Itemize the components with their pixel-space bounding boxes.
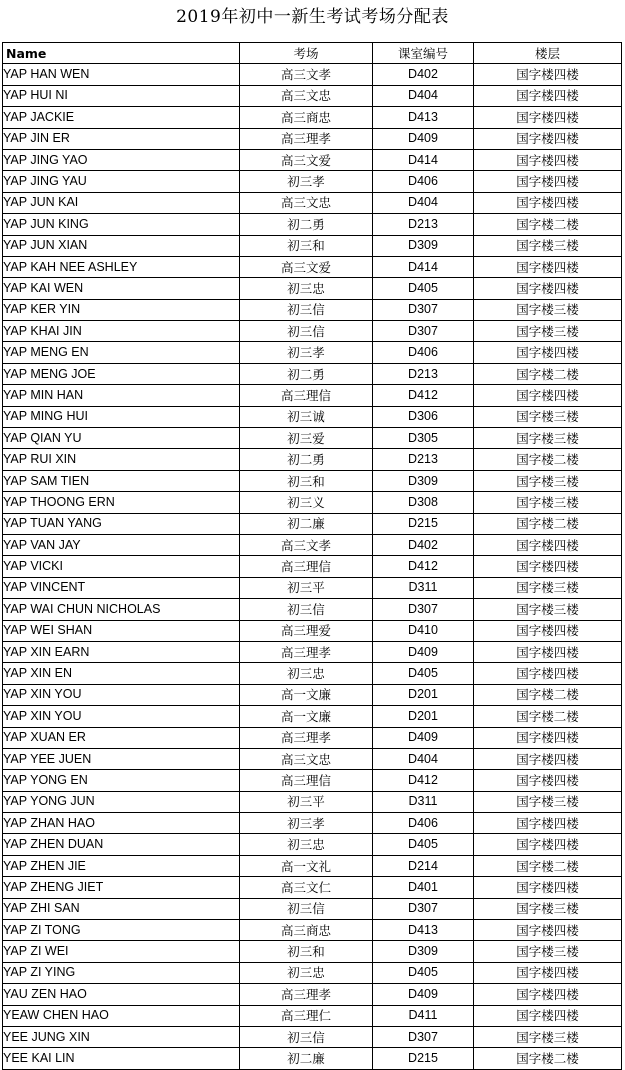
cell-room: D412	[373, 556, 474, 577]
cell-name: YAU ZEN HAO	[3, 984, 240, 1005]
cell-room: D214	[373, 855, 474, 876]
cell-venue: 初三忠	[240, 278, 373, 299]
cell-name: YAP QIAN YU	[3, 428, 240, 449]
cell-room: D308	[373, 492, 474, 513]
cell-name: YAP XIN EARN	[3, 641, 240, 662]
cell-floor: 国字楼二楼	[474, 706, 622, 727]
table-row	[3, 684, 622, 705]
cell-floor: 国字楼四楼	[474, 877, 622, 898]
cell-floor: 国字楼四楼	[474, 256, 622, 277]
cell-name: YAP ZHEN DUAN	[3, 834, 240, 855]
table-row	[3, 556, 622, 577]
cell-venue: 高三文仁	[240, 877, 373, 898]
table-row	[3, 513, 622, 534]
cell-floor: 国字楼四楼	[474, 920, 622, 941]
cell-name: YAP YONG EN	[3, 770, 240, 791]
cell-name: YAP VINCENT	[3, 577, 240, 598]
cell-room: D307	[373, 321, 474, 342]
cell-floor: 国字楼四楼	[474, 556, 622, 577]
cell-room: D306	[373, 406, 474, 427]
cell-name: YEE JUNG XIN	[3, 1026, 240, 1047]
table-row	[3, 385, 622, 406]
page-title: 2019年初中一新生考试考场分配表	[176, 7, 449, 27]
table-row	[3, 1048, 622, 1069]
cell-venue: 初三义	[240, 492, 373, 513]
cell-name: YAP ZHI SAN	[3, 898, 240, 919]
table-row	[3, 620, 622, 641]
cell-floor: 国字楼四楼	[474, 171, 622, 192]
cell-venue: 初三忠	[240, 834, 373, 855]
cell-venue: 初三和	[240, 470, 373, 491]
table-row	[3, 449, 622, 470]
cell-floor: 国字楼三楼	[474, 470, 622, 491]
cell-floor: 国字楼三楼	[474, 428, 622, 449]
table-row	[3, 791, 622, 812]
cell-venue: 高三理信	[240, 770, 373, 791]
cell-floor: 国字楼三楼	[474, 299, 622, 320]
cell-floor: 国字楼四楼	[474, 64, 622, 85]
cell-name: YAP HAN WEN	[3, 64, 240, 85]
cell-floor: 国字楼三楼	[474, 577, 622, 598]
cell-floor: 国字楼四楼	[474, 834, 622, 855]
cell-room: D413	[373, 920, 474, 941]
cell-name: YAP TUAN YANG	[3, 513, 240, 534]
cell-floor: 国字楼三楼	[474, 321, 622, 342]
cell-name: YAP HUI NI	[3, 85, 240, 106]
table-row	[3, 663, 622, 684]
cell-room: D412	[373, 770, 474, 791]
cell-floor: 国字楼四楼	[474, 192, 622, 213]
cell-floor: 国字楼四楼	[474, 748, 622, 769]
cell-venue: 初三信	[240, 321, 373, 342]
cell-venue: 初三爱	[240, 428, 373, 449]
cell-floor: 国字楼二楼	[474, 1048, 622, 1069]
table-row	[3, 748, 622, 769]
exam-allocation-table	[2, 42, 622, 1070]
cell-room: D307	[373, 898, 474, 919]
cell-room: D307	[373, 1026, 474, 1047]
cell-room: D401	[373, 877, 474, 898]
cell-venue: 初三和	[240, 235, 373, 256]
cell-venue: 初二廉	[240, 1048, 373, 1069]
cell-venue: 初三忠	[240, 663, 373, 684]
cell-room: D410	[373, 620, 474, 641]
cell-room: D409	[373, 984, 474, 1005]
table-row	[3, 470, 622, 491]
cell-venue: 初三信	[240, 1026, 373, 1047]
cell-name: YAP WEI SHAN	[3, 620, 240, 641]
cell-room: D404	[373, 85, 474, 106]
cell-floor: 国字楼四楼	[474, 727, 622, 748]
cell-floor: 国字楼四楼	[474, 128, 622, 149]
table-row	[3, 1026, 622, 1047]
header-venue: 考场	[240, 43, 373, 64]
cell-room: D215	[373, 1048, 474, 1069]
cell-venue: 高一文礼	[240, 855, 373, 876]
cell-venue: 初三信	[240, 898, 373, 919]
cell-room: D213	[373, 214, 474, 235]
cell-floor: 国字楼三楼	[474, 791, 622, 812]
cell-floor: 国字楼四楼	[474, 385, 622, 406]
cell-room: D309	[373, 235, 474, 256]
cell-name: YAP JIN ER	[3, 128, 240, 149]
cell-name: YAP XIN YOU	[3, 684, 240, 705]
table-row	[3, 920, 622, 941]
cell-name: YAP ZHEN JIE	[3, 855, 240, 876]
cell-room: D406	[373, 342, 474, 363]
cell-room: D311	[373, 577, 474, 598]
cell-floor: 国字楼四楼	[474, 770, 622, 791]
cell-name: YAP MENG EN	[3, 342, 240, 363]
cell-venue: 高三文爱	[240, 149, 373, 170]
table-row	[3, 534, 622, 555]
cell-room: D405	[373, 278, 474, 299]
cell-venue: 高三理信	[240, 385, 373, 406]
cell-venue: 高三文孝	[240, 64, 373, 85]
cell-room: D311	[373, 791, 474, 812]
cell-room: D406	[373, 171, 474, 192]
cell-name: YAP JING YAO	[3, 149, 240, 170]
cell-name: YAP JACKIE	[3, 107, 240, 128]
cell-name: YEAW CHEN HAO	[3, 1005, 240, 1026]
cell-name: YAP SAM TIEN	[3, 470, 240, 491]
cell-name: YAP KER YIN	[3, 299, 240, 320]
cell-room: D414	[373, 256, 474, 277]
table-row	[3, 428, 622, 449]
cell-venue: 初三平	[240, 791, 373, 812]
cell-venue: 高三文孝	[240, 534, 373, 555]
cell-name: YAP VAN JAY	[3, 534, 240, 555]
cell-floor: 国字楼四楼	[474, 663, 622, 684]
cell-venue: 高三文忠	[240, 748, 373, 769]
cell-venue: 初三信	[240, 599, 373, 620]
table-row	[3, 64, 622, 85]
table-row	[3, 321, 622, 342]
cell-venue: 高一文廉	[240, 684, 373, 705]
cell-name: YAP ZI YING	[3, 962, 240, 983]
cell-floor: 国字楼三楼	[474, 235, 622, 256]
cell-venue: 初三诚	[240, 406, 373, 427]
table-row	[3, 214, 622, 235]
table-row	[3, 363, 622, 384]
cell-venue: 高三文爱	[240, 256, 373, 277]
table-row	[3, 171, 622, 192]
cell-venue: 高三文忠	[240, 192, 373, 213]
table-row	[3, 492, 622, 513]
header-room: 课室编号	[373, 43, 474, 64]
cell-name: YAP ZHENG JIET	[3, 877, 240, 898]
cell-room: D414	[373, 149, 474, 170]
cell-name: YAP JUN KING	[3, 214, 240, 235]
cell-name: YAP YONG JUN	[3, 791, 240, 812]
table-row	[3, 855, 622, 876]
cell-floor: 国字楼四楼	[474, 149, 622, 170]
cell-room: D309	[373, 941, 474, 962]
header-floor: 楼层	[474, 43, 622, 64]
table-row	[3, 898, 622, 919]
cell-floor: 国字楼二楼	[474, 855, 622, 876]
table-row	[3, 641, 622, 662]
header-name: Name	[3, 43, 240, 64]
cell-room: D411	[373, 1005, 474, 1026]
cell-floor: 国字楼二楼	[474, 684, 622, 705]
cell-room: D409	[373, 727, 474, 748]
cell-venue: 高三理爱	[240, 620, 373, 641]
table-row	[3, 941, 622, 962]
cell-room: D213	[373, 449, 474, 470]
cell-name: YAP ZI WEI	[3, 941, 240, 962]
cell-venue: 初二勇	[240, 449, 373, 470]
cell-room: D409	[373, 128, 474, 149]
cell-room: D402	[373, 64, 474, 85]
cell-name: YAP KAH NEE ASHLEY	[3, 256, 240, 277]
table-row	[3, 85, 622, 106]
cell-floor: 国字楼三楼	[474, 492, 622, 513]
cell-venue: 高三商忠	[240, 920, 373, 941]
cell-room: D215	[373, 513, 474, 534]
table-row	[3, 192, 622, 213]
cell-name: YAP ZI TONG	[3, 920, 240, 941]
cell-floor: 国字楼三楼	[474, 1026, 622, 1047]
cell-room: D309	[373, 470, 474, 491]
cell-room: D402	[373, 534, 474, 555]
cell-name: YEE KAI LIN	[3, 1048, 240, 1069]
cell-floor: 国字楼四楼	[474, 342, 622, 363]
table-row	[3, 984, 622, 1005]
table-row	[3, 834, 622, 855]
cell-floor: 国字楼四楼	[474, 85, 622, 106]
cell-venue: 初三信	[240, 299, 373, 320]
cell-venue: 初三孝	[240, 813, 373, 834]
cell-name: YAP ZHAN HAO	[3, 813, 240, 834]
cell-room: D405	[373, 663, 474, 684]
table-row	[3, 107, 622, 128]
cell-name: YAP RUI XIN	[3, 449, 240, 470]
cell-name: YAP MENG JOE	[3, 363, 240, 384]
cell-room: D307	[373, 599, 474, 620]
cell-venue: 高三文忠	[240, 85, 373, 106]
table-row	[3, 299, 622, 320]
table-row	[3, 128, 622, 149]
cell-room: D201	[373, 706, 474, 727]
cell-venue: 初三孝	[240, 342, 373, 363]
cell-venue: 高三理孝	[240, 128, 373, 149]
table-row	[3, 877, 622, 898]
cell-venue: 高三理仁	[240, 1005, 373, 1026]
cell-venue: 初二勇	[240, 363, 373, 384]
cell-venue: 初三孝	[240, 171, 373, 192]
cell-name: YAP KHAI JIN	[3, 321, 240, 342]
cell-room: D405	[373, 834, 474, 855]
cell-room: D412	[373, 385, 474, 406]
cell-name: YAP YEE JUEN	[3, 748, 240, 769]
cell-floor: 国字楼四楼	[474, 641, 622, 662]
cell-floor: 国字楼二楼	[474, 449, 622, 470]
cell-floor: 国字楼二楼	[474, 513, 622, 534]
cell-venue: 初二廉	[240, 513, 373, 534]
cell-venue: 初三忠	[240, 962, 373, 983]
table-row	[3, 406, 622, 427]
cell-room: D213	[373, 363, 474, 384]
table-row	[3, 149, 622, 170]
cell-floor: 国字楼三楼	[474, 941, 622, 962]
cell-room: D404	[373, 748, 474, 769]
cell-venue: 初三和	[240, 941, 373, 962]
cell-name: YAP XUAN ER	[3, 727, 240, 748]
cell-name: YAP JUN KAI	[3, 192, 240, 213]
cell-name: YAP WAI CHUN NICHOLAS	[3, 599, 240, 620]
table-row	[3, 706, 622, 727]
table-row	[3, 278, 622, 299]
cell-venue: 初三平	[240, 577, 373, 598]
cell-floor: 国字楼四楼	[474, 620, 622, 641]
cell-floor: 国字楼四楼	[474, 984, 622, 1005]
header-row	[3, 43, 622, 64]
cell-room: D405	[373, 962, 474, 983]
cell-floor: 国字楼四楼	[474, 813, 622, 834]
cell-floor: 国字楼四楼	[474, 107, 622, 128]
cell-venue: 初二勇	[240, 214, 373, 235]
table-row	[3, 577, 622, 598]
cell-room: D307	[373, 299, 474, 320]
cell-floor: 国字楼三楼	[474, 599, 622, 620]
cell-floor: 国字楼四楼	[474, 278, 622, 299]
table-row	[3, 256, 622, 277]
cell-name: YAP THOONG ERN	[3, 492, 240, 513]
table-row	[3, 1005, 622, 1026]
table-row	[3, 599, 622, 620]
cell-name: YAP MING HUI	[3, 406, 240, 427]
cell-venue: 高一文廉	[240, 706, 373, 727]
cell-room: D413	[373, 107, 474, 128]
cell-name: YAP XIN EN	[3, 663, 240, 684]
table-row	[3, 962, 622, 983]
cell-room: D406	[373, 813, 474, 834]
cell-venue: 高三理孝	[240, 727, 373, 748]
cell-floor: 国字楼四楼	[474, 962, 622, 983]
cell-floor: 国字楼二楼	[474, 214, 622, 235]
table-row	[3, 770, 622, 791]
cell-floor: 国字楼四楼	[474, 534, 622, 555]
cell-venue: 高三理孝	[240, 984, 373, 1005]
cell-floor: 国字楼三楼	[474, 898, 622, 919]
cell-floor: 国字楼四楼	[474, 1005, 622, 1026]
cell-floor: 国字楼三楼	[474, 406, 622, 427]
cell-room: D409	[373, 641, 474, 662]
cell-name: YAP KAI WEN	[3, 278, 240, 299]
cell-name: YAP JING YAU	[3, 171, 240, 192]
table-row	[3, 727, 622, 748]
cell-venue: 高三理信	[240, 556, 373, 577]
cell-venue: 高三理孝	[240, 641, 373, 662]
table-row	[3, 235, 622, 256]
cell-name: YAP JUN XIAN	[3, 235, 240, 256]
table-row	[3, 813, 622, 834]
table-row	[3, 342, 622, 363]
cell-room: D305	[373, 428, 474, 449]
cell-venue: 高三商忠	[240, 107, 373, 128]
cell-name: YAP MIN HAN	[3, 385, 240, 406]
cell-room: D201	[373, 684, 474, 705]
cell-floor: 国字楼二楼	[474, 363, 622, 384]
cell-name: YAP VICKI	[3, 556, 240, 577]
cell-room: D404	[373, 192, 474, 213]
cell-name: YAP XIN YOU	[3, 706, 240, 727]
